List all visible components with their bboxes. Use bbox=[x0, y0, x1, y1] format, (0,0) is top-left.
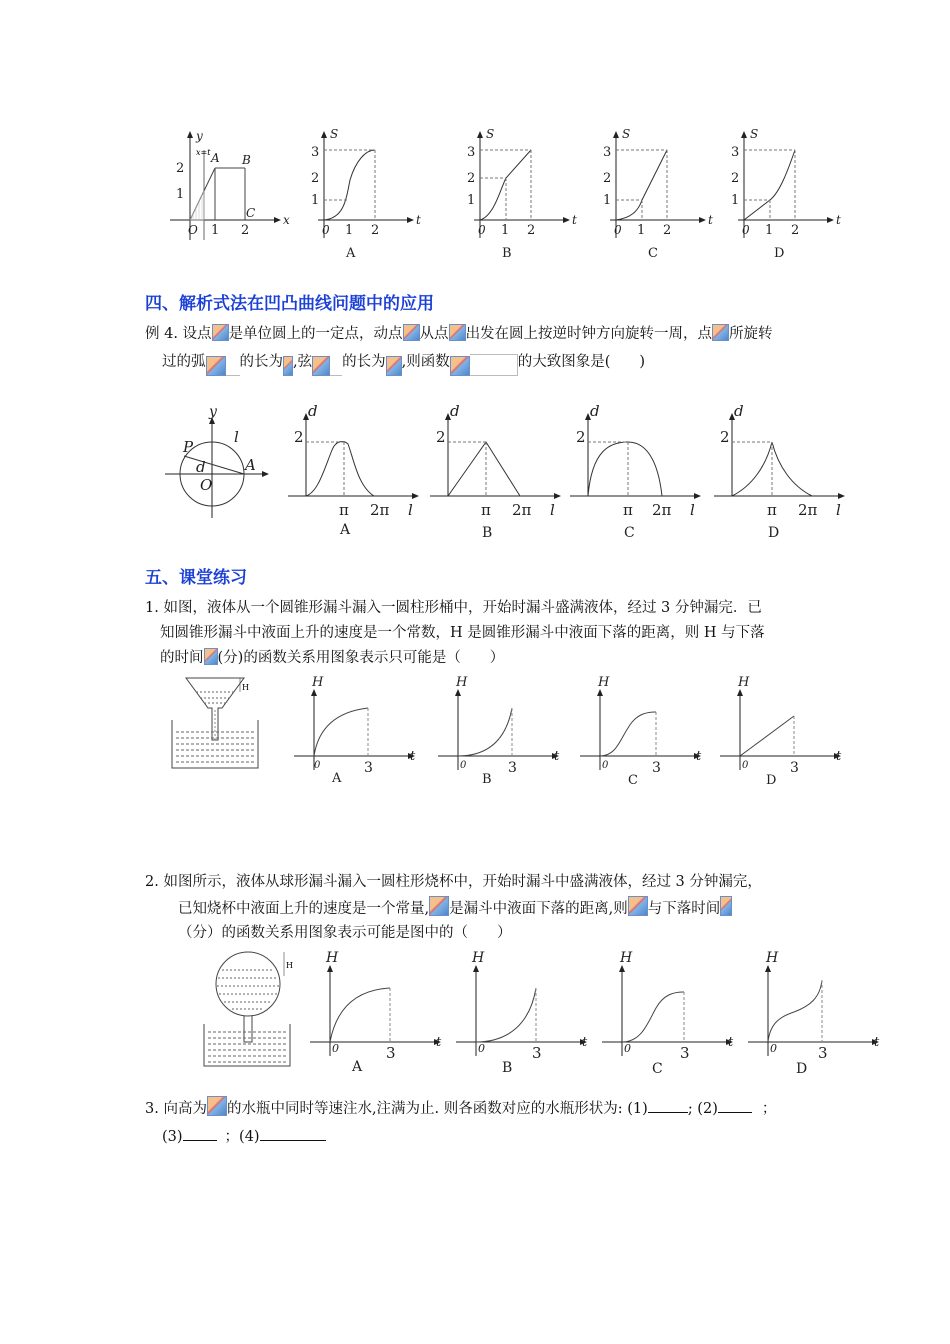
option-label-D: D bbox=[768, 525, 780, 541]
tick-origin: O bbox=[188, 223, 198, 237]
formula-image bbox=[312, 356, 330, 376]
tick-3: 3 bbox=[790, 760, 799, 776]
tick-y-1: 1 bbox=[176, 187, 185, 202]
H2-graph-C bbox=[602, 950, 734, 1077]
tick-3: 3 bbox=[386, 1044, 396, 1062]
d-axis-label: d bbox=[308, 402, 318, 420]
tick-1: 1 bbox=[603, 193, 612, 208]
formula-image bbox=[204, 648, 218, 665]
tick-3: 3 bbox=[532, 1044, 542, 1062]
origin-O: O bbox=[200, 476, 213, 494]
s-graph-D bbox=[731, 127, 841, 261]
s-axis-label: S bbox=[330, 127, 339, 141]
line-label: x=t bbox=[196, 148, 211, 157]
s-axis-label: S bbox=[486, 127, 495, 141]
H-graph-D bbox=[720, 675, 842, 788]
d-axis-label: d bbox=[734, 402, 744, 420]
t-axis-label: t bbox=[410, 749, 416, 764]
x-axis-label: x bbox=[283, 213, 290, 227]
formula-image bbox=[283, 356, 293, 376]
tick-0: 0 bbox=[322, 223, 330, 237]
l-axis-label: l bbox=[836, 501, 841, 519]
question-3-line-1: 3. 向高为 的水瓶中同时等速注水,注满为止. 则各函数对应的水瓶形状为: (1) ; (2) ； bbox=[145, 1096, 776, 1121]
option-label-B: B bbox=[482, 525, 493, 541]
chord-d-label: d bbox=[196, 458, 206, 476]
origin-label: 0 bbox=[602, 760, 609, 771]
option-label-C: C bbox=[624, 525, 635, 541]
question-2-line-3: （分）的函数关系用图象表示可能是图中的（ ） bbox=[178, 925, 512, 941]
tick-3: 3 bbox=[364, 760, 373, 776]
H-graph-B bbox=[438, 675, 560, 787]
l-axis-label: l bbox=[690, 501, 695, 519]
origin-label: 0 bbox=[742, 760, 749, 771]
tick-2: 2 bbox=[311, 171, 320, 186]
d-tick-2: 2 bbox=[294, 428, 304, 446]
tick-3: 3 bbox=[680, 1044, 690, 1062]
s-axis-label: S bbox=[622, 127, 631, 141]
d-tick-2: 2 bbox=[576, 428, 586, 446]
tick-x-1: 1 bbox=[211, 223, 220, 238]
option-label-A: A bbox=[346, 246, 356, 261]
option-label-C: C bbox=[628, 773, 638, 788]
origin-label: 0 bbox=[460, 760, 467, 771]
option-label-B: B bbox=[482, 772, 492, 787]
option-label-C: C bbox=[652, 1061, 663, 1077]
section-4-heading: 四、解析式法在凹凸曲线问题中的应用 bbox=[145, 294, 434, 314]
d-graph-A bbox=[288, 402, 418, 538]
formula-image bbox=[212, 324, 229, 341]
d-axis-label: d bbox=[450, 402, 460, 420]
option-label-D: D bbox=[774, 246, 785, 261]
question-1-line-2: 知圆锥形漏斗中液面上升的速度是一个常数，H 是圆锥形漏斗中液面下落的距离，则 H 与下落 bbox=[160, 625, 765, 641]
H-axis-label: H bbox=[456, 675, 468, 690]
tick-2pi: 2π bbox=[370, 501, 390, 519]
t-axis-label: t bbox=[836, 213, 841, 227]
tick-x1: 1 bbox=[501, 223, 510, 238]
option-label-C: C bbox=[648, 246, 658, 261]
answer-blank-3[interactable] bbox=[183, 1124, 217, 1141]
tick-x1: 1 bbox=[345, 223, 354, 238]
tick-2pi: 2π bbox=[512, 501, 532, 519]
tick-pi: π bbox=[623, 501, 633, 519]
H-axis-label: H bbox=[738, 675, 750, 690]
t-axis-label: t bbox=[572, 213, 577, 227]
point-B: B bbox=[242, 153, 251, 167]
option-label-D: D bbox=[766, 773, 777, 788]
section-5-heading: 五、课堂练习 bbox=[145, 568, 247, 588]
tick-2pi: 2π bbox=[798, 501, 818, 519]
tick-2: 2 bbox=[731, 171, 740, 186]
origin-label: 0 bbox=[770, 1042, 777, 1055]
tick-0: 0 bbox=[614, 223, 622, 237]
t-axis-label: t bbox=[696, 749, 702, 764]
example-4-line-1: 例 4. 设点 是单位圆上的一定点，动点 从点 出发在圆上按逆时钟方向旋转一周，点 所旋转 bbox=[145, 326, 773, 342]
option-label-A: A bbox=[352, 1059, 363, 1075]
point-A: A bbox=[245, 456, 256, 474]
arc-l-label: l bbox=[234, 428, 239, 446]
tick-x-2: 2 bbox=[241, 223, 250, 238]
tick-1: 1 bbox=[311, 193, 320, 208]
tick-3: 3 bbox=[603, 145, 612, 160]
example-4-figures bbox=[0, 400, 950, 550]
tick-1: 1 bbox=[467, 193, 476, 208]
d-axis-label: d bbox=[590, 402, 600, 420]
y-axis-label: y bbox=[196, 129, 203, 143]
vessel-H-label: H bbox=[286, 961, 293, 970]
H-axis-label: H bbox=[472, 950, 485, 966]
tick-y-2: 2 bbox=[176, 161, 185, 176]
answer-blank-4[interactable] bbox=[260, 1124, 326, 1141]
d-tick-2: 2 bbox=[720, 428, 730, 446]
sphere-funnel-figure bbox=[204, 952, 293, 1066]
H-graph-C bbox=[580, 675, 702, 788]
tick-0: 0 bbox=[478, 223, 486, 237]
option-label-A: A bbox=[340, 522, 351, 538]
formula-image bbox=[712, 324, 729, 341]
formula-image bbox=[386, 356, 402, 376]
point-P: P bbox=[183, 438, 194, 456]
tick-pi: π bbox=[767, 501, 777, 519]
formula-image bbox=[449, 324, 466, 341]
tick-3: 3 bbox=[508, 760, 517, 776]
point-A: A bbox=[211, 151, 220, 165]
tick-x1: 1 bbox=[765, 223, 774, 238]
H-axis-label: H bbox=[312, 675, 324, 690]
tick-3: 3 bbox=[311, 145, 320, 160]
t-axis-label: t bbox=[728, 1035, 734, 1050]
t-axis-label: t bbox=[708, 213, 713, 227]
formula-image bbox=[628, 896, 648, 916]
s-axis-label: S bbox=[750, 127, 759, 141]
tick-x2: 2 bbox=[791, 223, 800, 238]
tick-2: 2 bbox=[603, 171, 612, 186]
d-graph-C bbox=[570, 402, 700, 541]
t-axis-label: t bbox=[416, 213, 421, 227]
s-graph-C bbox=[603, 127, 713, 261]
tick-pi: π bbox=[339, 501, 349, 519]
l-axis-label: l bbox=[550, 501, 555, 519]
answer-blank-2[interactable] bbox=[718, 1096, 752, 1113]
tick-3: 3 bbox=[467, 145, 476, 160]
H-axis-label: H bbox=[766, 950, 779, 966]
tick-3: 3 bbox=[818, 1044, 828, 1062]
tick-x2: 2 bbox=[371, 223, 380, 238]
formula-image bbox=[207, 1096, 227, 1116]
H-axis-label: H bbox=[326, 950, 339, 966]
tick-x1: 1 bbox=[637, 223, 646, 238]
H2-graph-D bbox=[748, 950, 880, 1077]
d-graph-D bbox=[714, 402, 844, 541]
tick-2: 2 bbox=[467, 171, 476, 186]
option-label-A: A bbox=[332, 771, 342, 786]
cone-funnel-figure bbox=[172, 678, 258, 768]
formula-image bbox=[450, 356, 470, 376]
option-label-D: D bbox=[796, 1061, 808, 1077]
origin-label: 0 bbox=[314, 760, 321, 771]
question-2-line-2: 已知烧杯中液面上升的速度是一个常量, 是漏斗中液面下落的距离,则 与下落时间 bbox=[178, 896, 732, 921]
t-axis-label: t bbox=[436, 1035, 442, 1050]
formula-image bbox=[206, 356, 226, 376]
question-1-line-3: 的时间 (分)的函数关系用图象表示只可能是（ ） bbox=[160, 650, 505, 666]
l-axis-label: l bbox=[408, 501, 413, 519]
tick-3: 3 bbox=[652, 760, 661, 776]
figure-path-graph bbox=[170, 129, 290, 240]
t-axis-label: t bbox=[554, 749, 560, 764]
d-graph-B bbox=[430, 402, 560, 541]
tick-x2: 2 bbox=[527, 223, 536, 238]
point-C: C bbox=[246, 206, 256, 220]
t-axis-label: t bbox=[582, 1035, 588, 1050]
origin-label: 0 bbox=[624, 1042, 631, 1055]
tick-2pi: 2π bbox=[652, 501, 672, 519]
t-axis-label: t bbox=[836, 749, 842, 764]
origin-label: 0 bbox=[478, 1042, 485, 1055]
H2-graph-B bbox=[456, 950, 588, 1076]
H-axis-label: H bbox=[620, 950, 633, 966]
tick-1: 1 bbox=[731, 193, 740, 208]
example-4-line-2: 过的弧 的长为 ,弦 的长为 ,则函数 的大致图象是( ) bbox=[162, 350, 645, 376]
H2-graph-A bbox=[310, 950, 442, 1075]
option-label-B: B bbox=[502, 246, 512, 261]
tick-3: 3 bbox=[731, 145, 740, 160]
formula-image bbox=[429, 896, 449, 916]
question-2-figures bbox=[0, 946, 950, 1081]
formula-image bbox=[403, 324, 420, 341]
origin-label: 0 bbox=[332, 1042, 339, 1055]
question-1-line-1: 1. 如图，液体从一个圆锥形漏斗漏入一圆柱形桶中，开始时漏斗盛满液体，经过 3 分钟漏完．已 bbox=[145, 600, 762, 616]
H-axis-label: H bbox=[598, 675, 610, 690]
top-figures bbox=[0, 120, 950, 270]
question-3-line-2: (3) ；(4) bbox=[162, 1124, 326, 1149]
answer-blank-1[interactable] bbox=[648, 1096, 688, 1113]
formula-image bbox=[720, 896, 732, 916]
option-label-B: B bbox=[502, 1060, 513, 1076]
vessel-H-label: H bbox=[242, 683, 249, 692]
t-axis-label: t bbox=[874, 1035, 880, 1050]
s-graph-A bbox=[311, 127, 421, 261]
unit-circle-figure bbox=[165, 404, 268, 518]
circle-y-label: y bbox=[209, 404, 217, 420]
H-graph-A bbox=[294, 675, 416, 786]
tick-pi: π bbox=[481, 501, 491, 519]
d-tick-2: 2 bbox=[436, 428, 446, 446]
s-graph-B bbox=[467, 127, 577, 261]
question-2-line-1: 2. 如图所示，液体从球形漏斗漏入一圆柱形烧杯中，开始时漏斗中盛满液体，经过 3 分钟漏完， bbox=[145, 874, 762, 890]
tick-x2: 2 bbox=[663, 223, 672, 238]
tick-0: 0 bbox=[742, 223, 750, 237]
question-1-figures bbox=[0, 670, 950, 800]
